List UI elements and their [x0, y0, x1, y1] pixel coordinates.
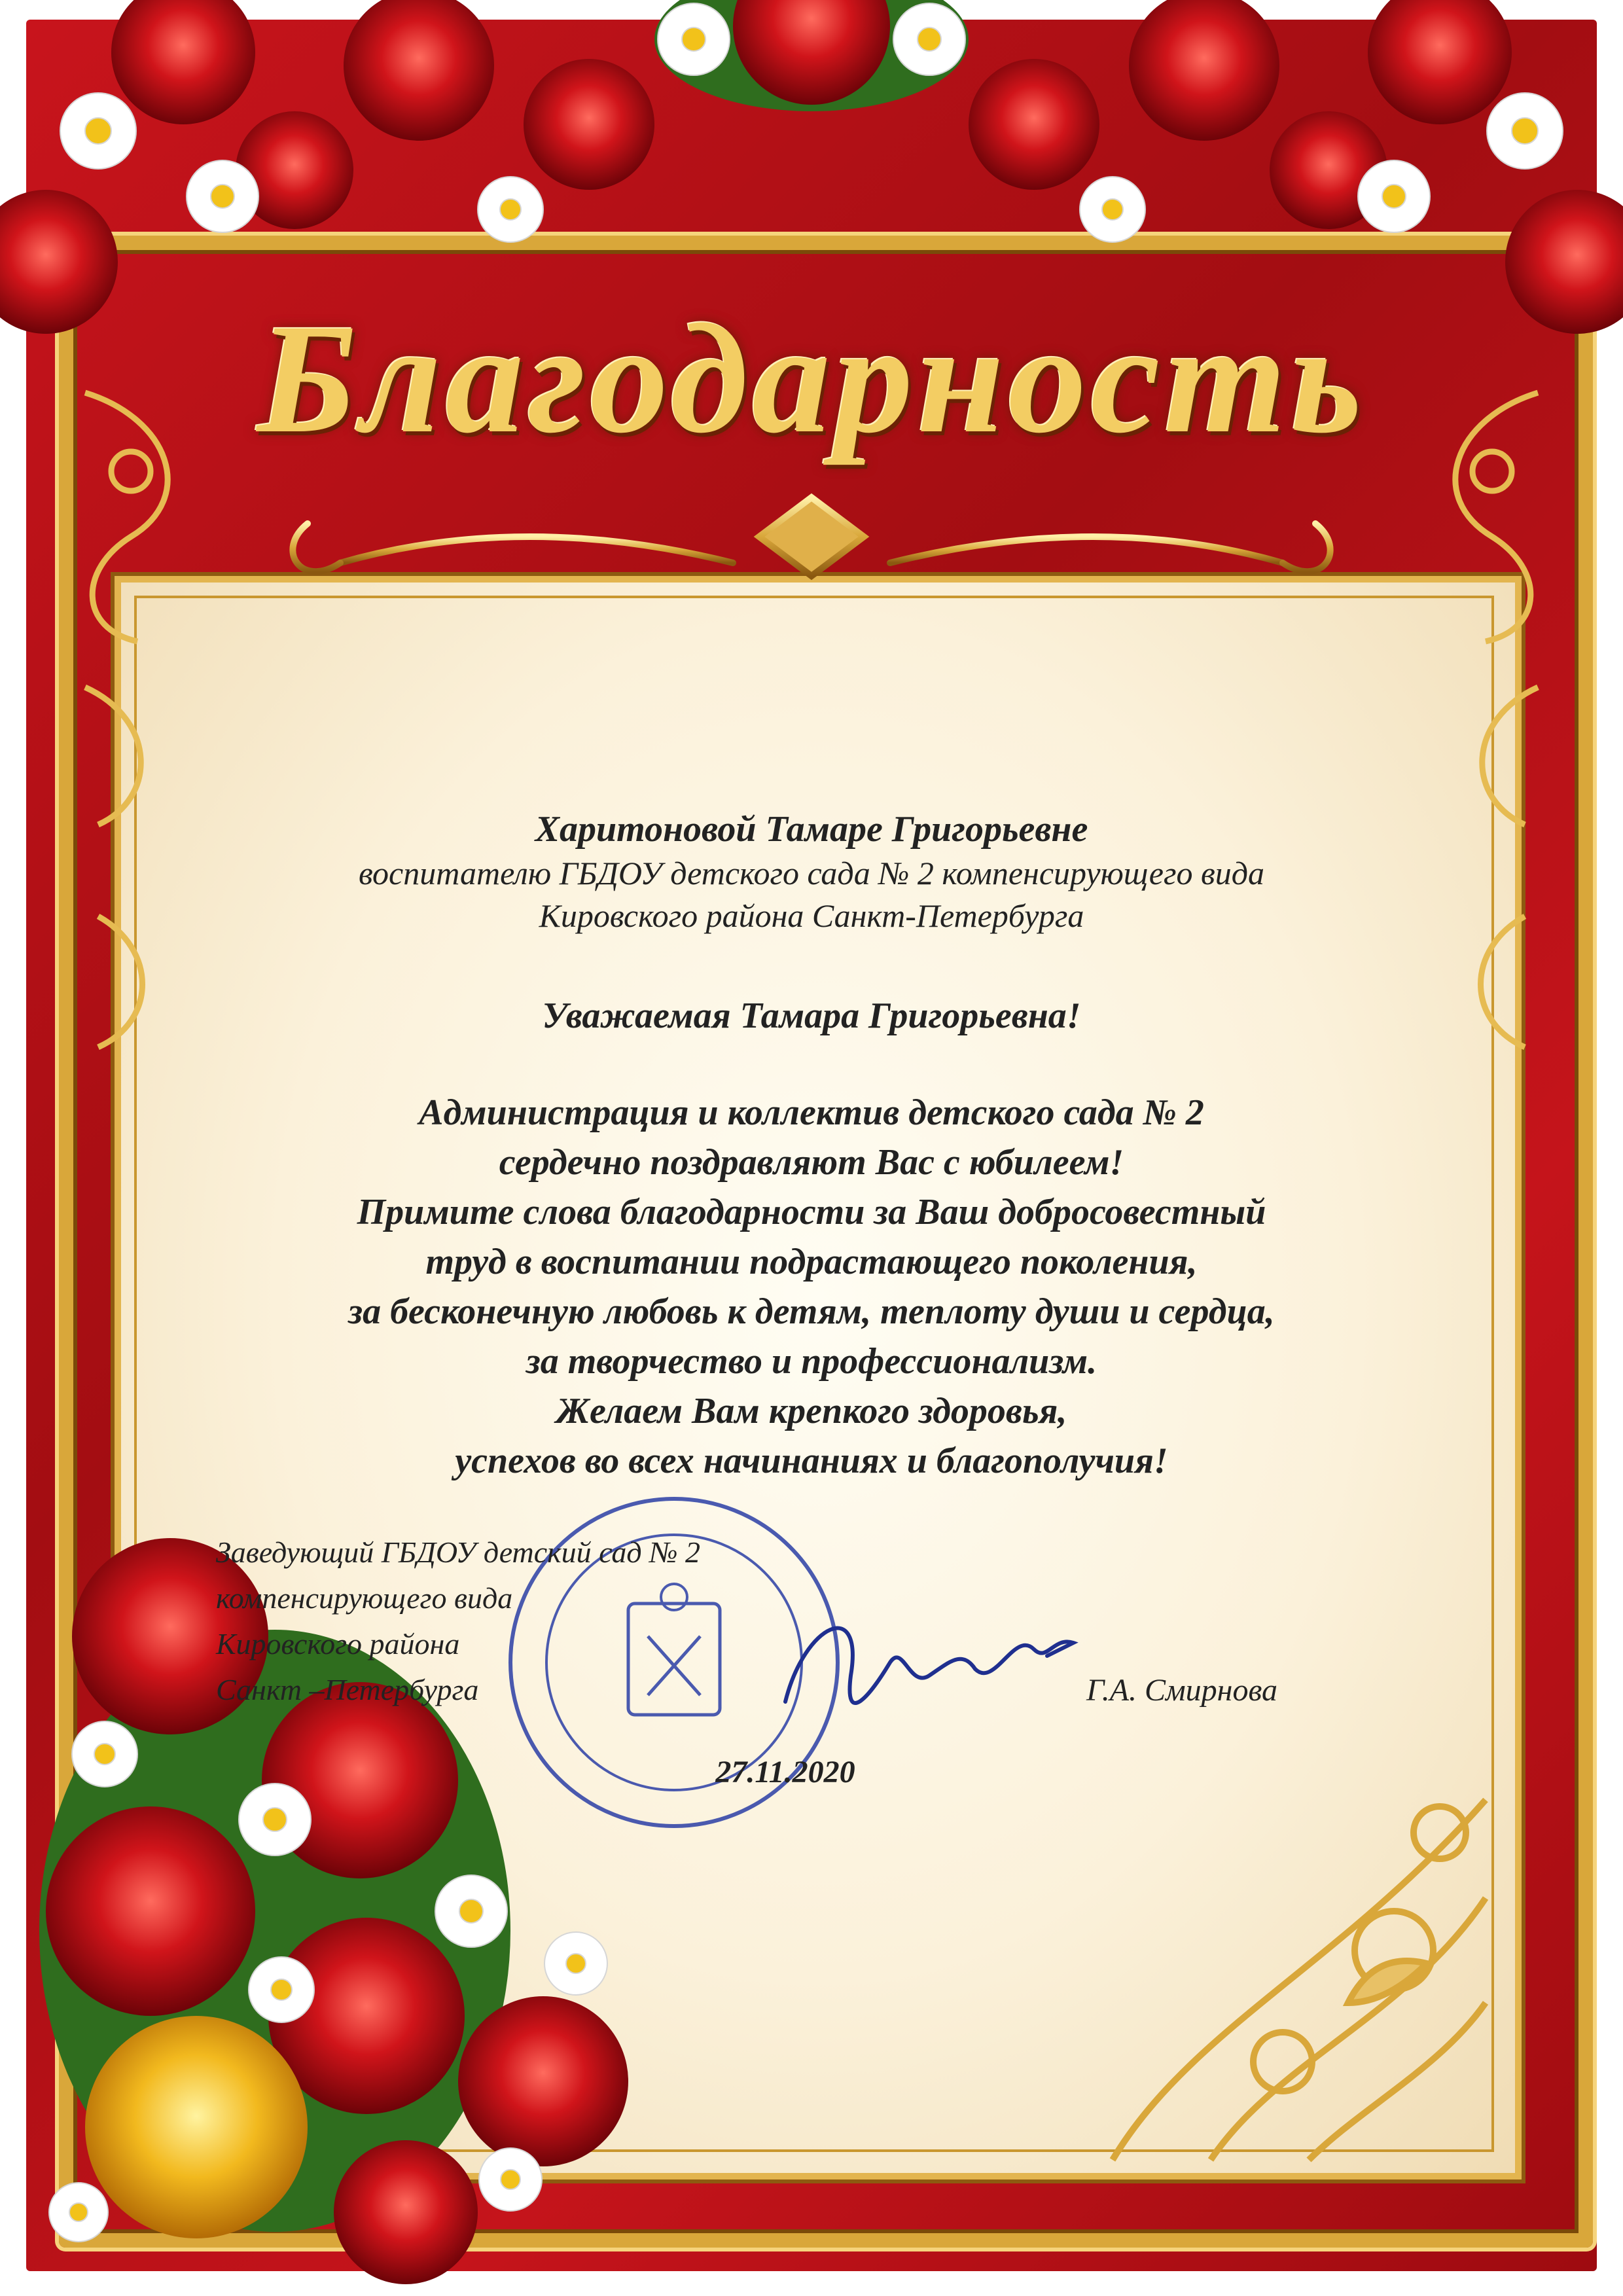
signatory-title-line: Заведующий ГБДОУ детский сад № 2	[216, 1535, 701, 1569]
left-scrollwork	[85, 393, 168, 1047]
greeting: Уважаемая Тамара Григорьевна!	[542, 996, 1081, 1036]
handwritten-signature	[785, 1628, 1073, 1703]
body-line: за творчество и профессионализм.	[526, 1341, 1097, 1382]
right-scrollwork	[1455, 393, 1538, 1047]
body-line: сердечно поздравляют Вас с юбилеем!	[499, 1142, 1124, 1183]
certificate-title: Благодарность	[257, 291, 1366, 465]
body-line: труд в воспитании подрастающего поколения,	[425, 1242, 1198, 1282]
signatory-title-line: Кировского района	[216, 1627, 460, 1660]
body-line: успехов во всех начинаниях и благополучия!	[455, 1441, 1168, 1481]
body-line: за бесконечную любовь к детям, теплоту души и сердца,	[348, 1291, 1275, 1332]
bottom-right-ornament	[1113, 1800, 1486, 2160]
top-ornament	[293, 497, 1330, 576]
signatory-title-line: Санкт –Петербурга	[216, 1673, 479, 1706]
recipient-position-line2: Кировского района Санкт-Петербурга	[539, 897, 1084, 934]
recipient-name: Харитоновой Тамаре Григорьевне	[535, 809, 1088, 850]
certificate-date: 27.11.2020	[715, 1755, 855, 1789]
body-line: Примите слова благодарности за Ваш добросовестный	[357, 1192, 1266, 1232]
recipient-position-line1: воспитателю ГБДОУ детского сада № 2 компенсирующего вида	[359, 855, 1264, 891]
body-line: Желаем Вам крепкого здоровья,	[556, 1391, 1067, 1431]
signatory-name: Г.А. Смирнова	[1086, 1673, 1277, 1708]
body-line: Администрация и коллектив детского сада № 2	[419, 1092, 1204, 1133]
signatory-title-line: компенсирующего вида	[216, 1581, 513, 1615]
